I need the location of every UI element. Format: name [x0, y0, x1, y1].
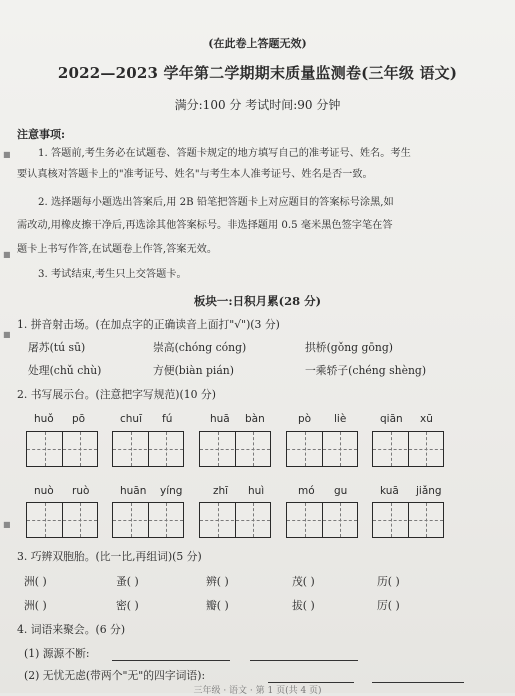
writing-box[interactable] — [372, 502, 444, 538]
q3-row2-1: 洲( ) — [24, 599, 47, 612]
exam-subtitle: 满分:100 分 考试时间:90 分钟 — [174, 98, 341, 112]
q3-row1-1: 洲( ) — [24, 575, 47, 588]
question-2-label: 2. 书写展示台。(注意把字写规范)(10 分) — [17, 388, 216, 401]
pinyin-1-a: huǒ — [34, 413, 54, 425]
margin-mark: ■ — [3, 330, 11, 339]
q3-row2-4: 拔( ) — [292, 599, 315, 612]
question-4-label: 4. 词语来聚会。(6 分) — [17, 623, 126, 636]
pinyin-2-a: chuī — [120, 413, 142, 425]
q3-row2-2: 密( ) — [116, 599, 139, 612]
pinyin-3-a: huā — [210, 413, 230, 425]
writing-box[interactable] — [26, 431, 98, 467]
q1-item-6: 一乘轿子(chéng shèng) — [305, 364, 427, 377]
q1-item-5: 方便(biàn pián) — [153, 364, 234, 377]
answer-line[interactable] — [250, 660, 358, 661]
question-3-label: 3. 巧辨双胞胎。(比一比,再组词)(5 分) — [17, 550, 202, 563]
pinyin-4-b: liè — [334, 413, 347, 425]
pinyin-5-a: qiān — [380, 413, 403, 425]
margin-mark: ■ — [3, 150, 11, 159]
pinyin-7-b: yíng — [160, 485, 183, 497]
q3-row1-4: 茂( ) — [292, 575, 315, 588]
q1-item-3: 拱桥(gǒng gōng) — [305, 341, 394, 354]
pinyin-9-b: gu — [334, 485, 348, 497]
pinyin-7-a: huān — [120, 485, 147, 497]
margin-mark: ■ — [3, 520, 11, 529]
writing-box[interactable] — [199, 502, 271, 538]
q3-row2-5: 厉( ) — [377, 599, 400, 612]
q4-item-1: (1) 源源不断: — [24, 647, 90, 660]
section-title: 板块一:日积月累(28 分) — [193, 294, 322, 308]
question-1-label: 1. 拼音射击场。(在加点字的正确读音上面打"√")(3 分) — [17, 318, 280, 331]
pinyin-10-b: jiǎng — [416, 485, 442, 497]
q4-item-2: (2) 无忧无虑(带两个"无"的四字词语): — [24, 669, 206, 682]
exam-title: 2022—2023 学年第二学期期末质量监测卷(三年级 语文) — [57, 64, 458, 82]
pinyin-1-b: pō — [72, 413, 86, 425]
no-answer-notice: (在此卷上答题无效) — [208, 37, 307, 50]
q3-row1-5: 历( ) — [377, 575, 400, 588]
q3-row2-3: 瓣( ) — [206, 599, 229, 612]
writing-box[interactable] — [286, 431, 358, 467]
pinyin-4-a: pò — [298, 413, 312, 425]
q1-item-1: 屠苏(tú sū) — [28, 341, 86, 354]
q3-row1-3: 辨( ) — [206, 575, 229, 588]
writing-box[interactable] — [286, 502, 358, 538]
q1-item-4: 处理(chǔ chù) — [28, 364, 102, 377]
writing-box[interactable] — [112, 502, 184, 538]
pinyin-2-b: fú — [162, 413, 173, 425]
pinyin-6-a: nuò — [34, 485, 54, 497]
pinyin-3-b: bàn — [245, 413, 265, 425]
instruction-1-line-1: 1. 答题前,考生务必在试题卷、答题卡规定的地方填写自己的准考证号、姓名。考生 — [38, 148, 411, 159]
margin-mark: ■ — [3, 250, 11, 259]
pinyin-10-a: kuā — [380, 485, 399, 497]
pinyin-8-a: zhī — [213, 485, 229, 497]
instructions-heading: 注意事项: — [17, 128, 66, 141]
writing-box[interactable] — [26, 502, 98, 538]
instruction-2-line-2: 需改动,用橡皮擦干净后,再选涂其他答案标号。非选择题用 0.5 毫米黑色签字笔在答 — [17, 220, 393, 231]
page-footer: 三年级 · 语文 · 第 1 页(共 4 页) — [193, 686, 322, 696]
q1-item-2: 崇高(chóng cóng) — [153, 341, 247, 354]
instruction-2-line-1: 2. 选择题每小题选出答案后,用 2B 铅笔把答题卡上对应题目的答案标号涂黑,如 — [38, 197, 394, 208]
writing-box[interactable] — [112, 431, 184, 467]
answer-line[interactable] — [112, 660, 230, 661]
pinyin-5-b: xū — [420, 413, 433, 425]
instruction-1-line-2: 要认真核对答题卡上的"准考证号、姓名"与考生本人准考证号、姓名是否一致。 — [17, 169, 373, 180]
instruction-2-line-3: 题卡上书写作答,在试题卷上作答,答案无效。 — [17, 244, 218, 255]
writing-box[interactable] — [199, 431, 271, 467]
instruction-3: 3. 考试结束,考生只上交答题卡。 — [38, 269, 187, 280]
pinyin-8-b: huì — [248, 485, 265, 497]
pinyin-6-b: ruò — [72, 485, 90, 497]
pinyin-9-a: mó — [298, 485, 315, 497]
q3-row1-2: 蚤( ) — [116, 575, 139, 588]
writing-box[interactable] — [372, 431, 444, 467]
